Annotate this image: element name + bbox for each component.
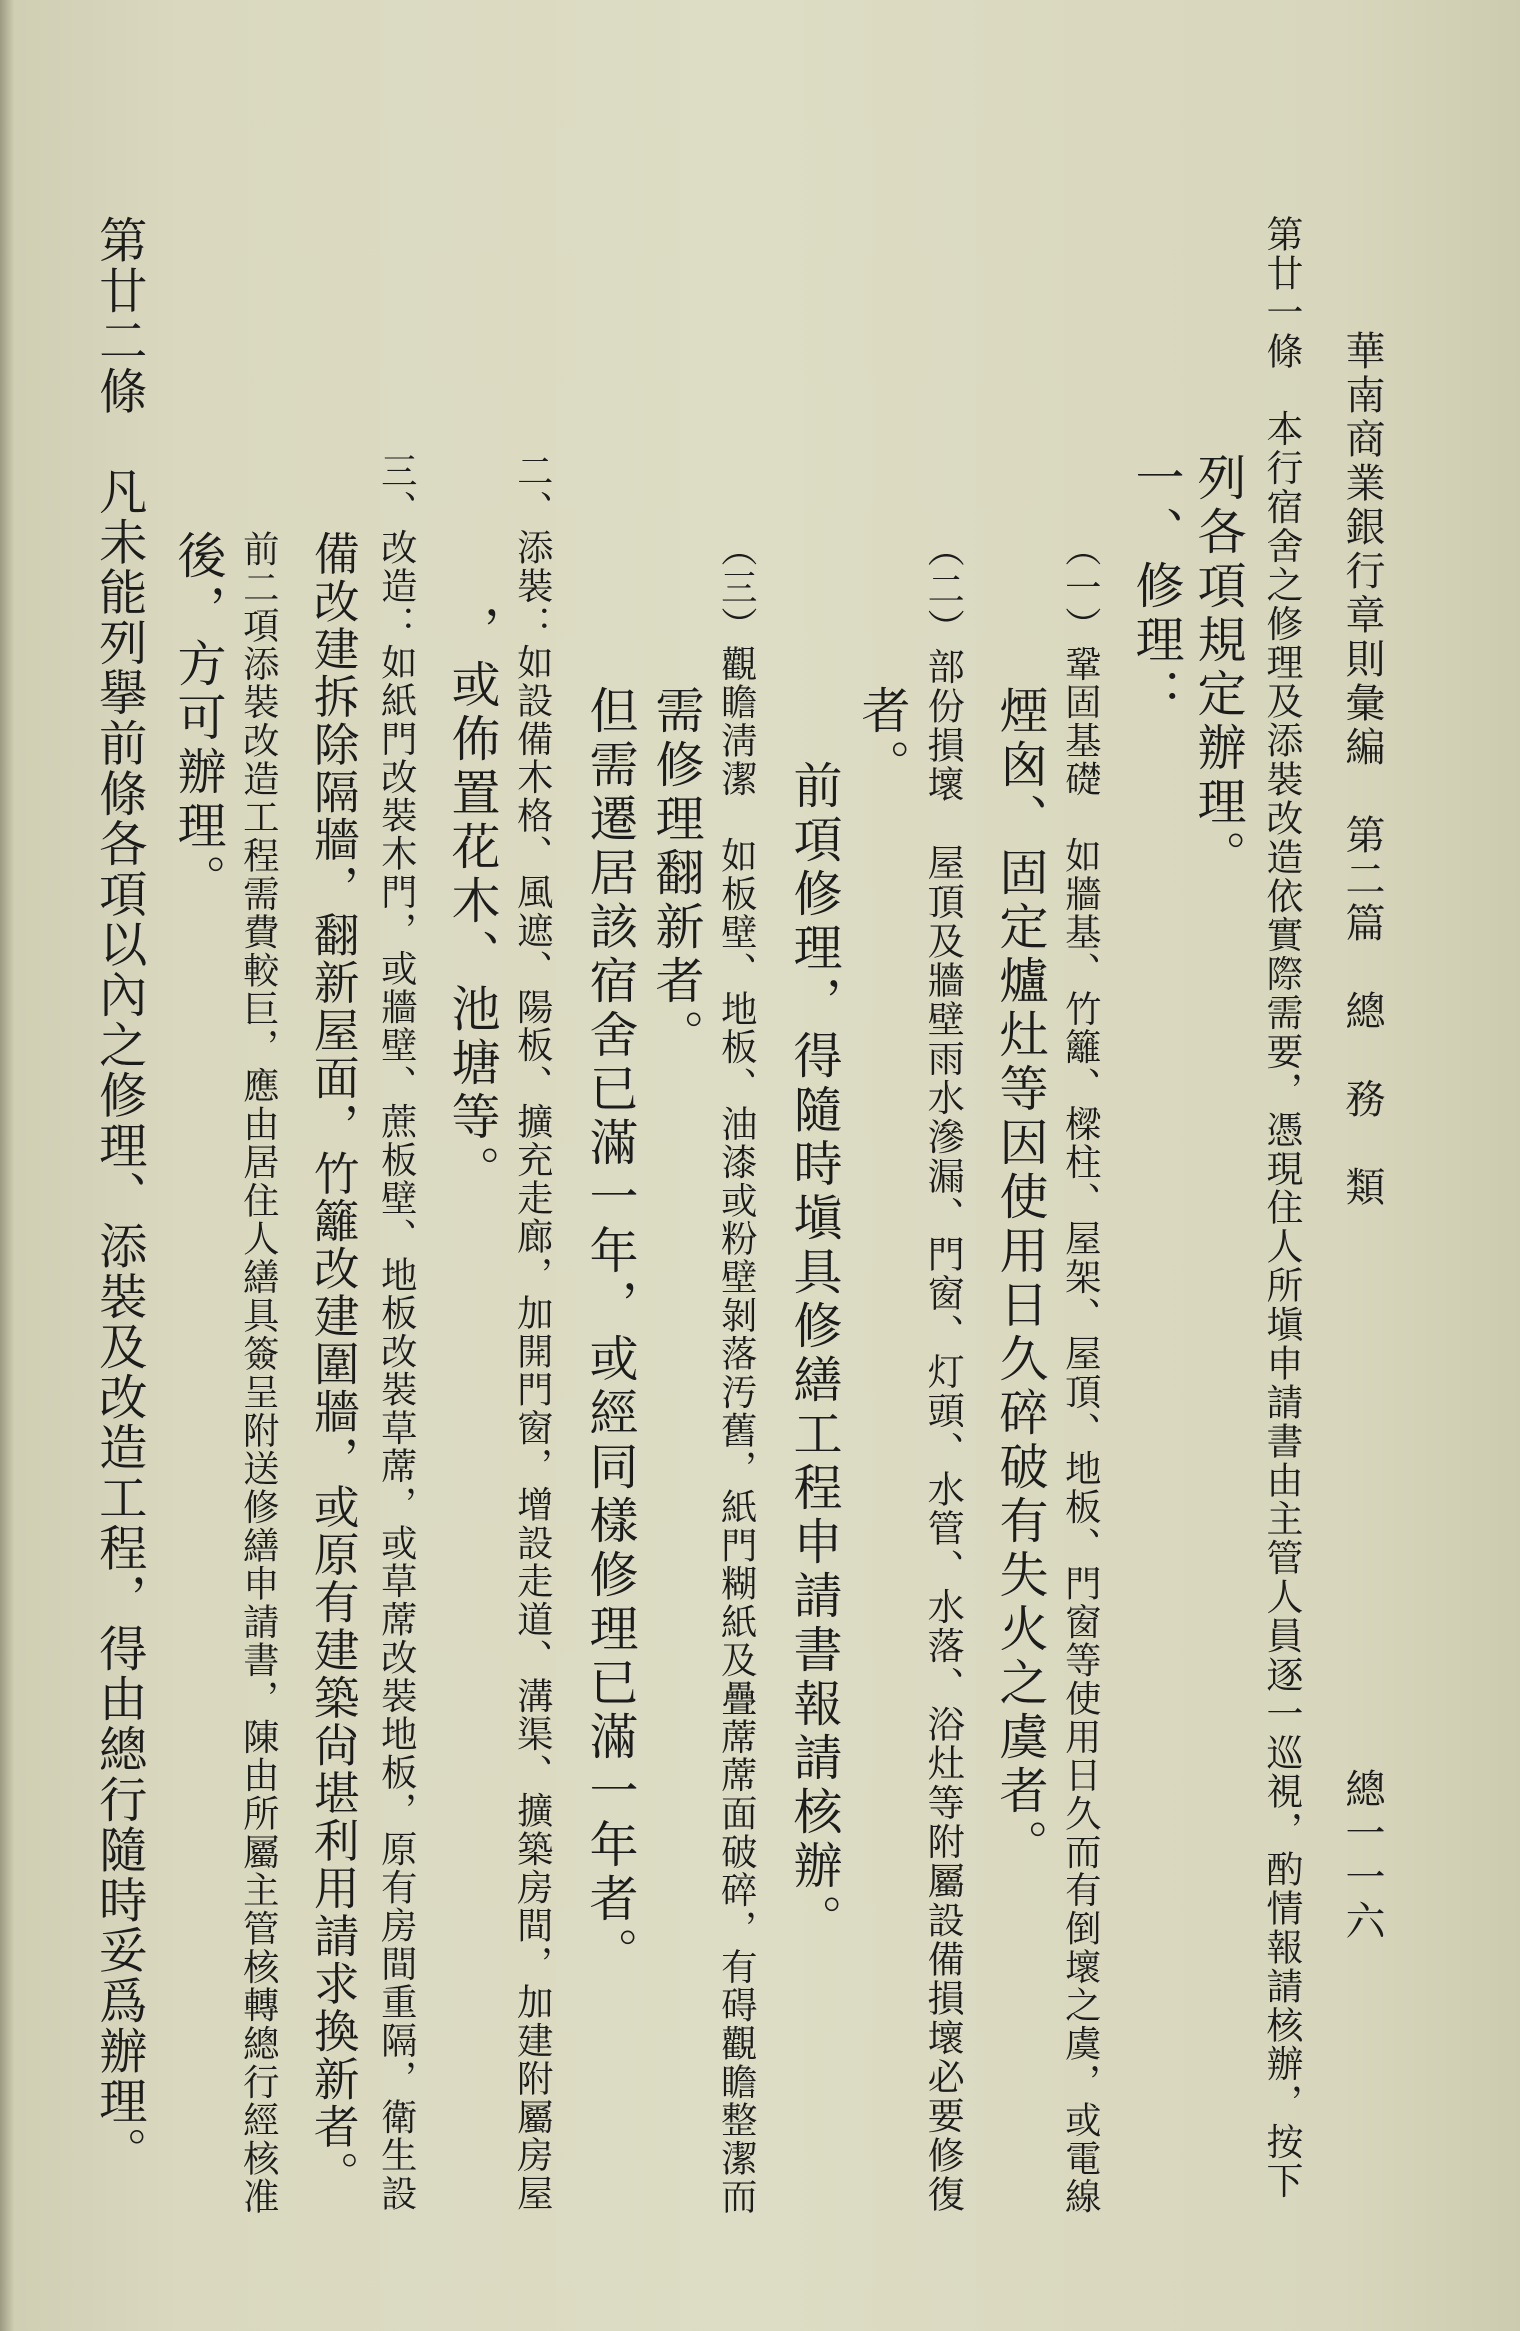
item-3-line-2: 需修理翻新者。 [648, 685, 705, 1063]
approval-note-line-1: 前二項添裝改造工程需費較巨，應由居住人繕具簽呈附送修繕申請書，陳由所屬主管核轉總行經核准 [237, 530, 281, 2217]
article-22: 第廿二條 凡未能列擧前條各項以內之修理、添裝及改造工程，得由總行隨時妥爲辦理。 [90, 215, 147, 2177]
item-2-line-2: 者。 [854, 685, 911, 793]
item-3-condition: 但需遷居該宿舍已滿一年，或經同樣修理已滿一年者。 [582, 685, 639, 1981]
binding-shadow [0, 0, 14, 2331]
item-2-line-1: （二）部份損壞 屋頂及牆壁雨水滲漏、門窗、灯頭、水管、水落、浴灶等附屬設備損壞必要修復 [921, 530, 965, 2214]
section-2-line-2: ，或佈置花木、池塘等。 [444, 605, 501, 1199]
repair-note: 前項修理，得隨時塡具修繕工程申請書報請核辦。 [786, 760, 843, 1948]
running-title: 華南商業銀行章則彙編 第二篇 總 務 類 [1339, 330, 1385, 1210]
section-1-heading: 一、修理： [1128, 452, 1185, 722]
item-1-line-1: （一）鞏固基礎 如牆基、竹籬、樑柱、屋架、屋頂、地板、門窗等使用日久而有倒壞之虞，或電線 [1059, 530, 1103, 2217]
section-3-line-1: 三、改造：如紙門改裝木門，或牆壁、蔗板壁、地板改裝草蓆，或草蓆改裝地板，原有房間重隔，衛生設 [375, 452, 419, 2213]
page-number: 總一一六 [1339, 1768, 1385, 1944]
approval-note-line-2: 後，方可辦理。 [170, 530, 227, 908]
article-21-line-1: 第廿一條 本行宿舍之修理及添裝改造依實際需要，憑現住人所塡申請書由主管人員逐一巡視，酌情報請核辦，按下 [1259, 215, 1303, 2201]
item-3-line-1: （三）觀瞻淸潔 如板壁、地板、油漆或粉壁剝落汚舊，紙門糊紙及疊蓆蓆面破碎，有碍觀瞻整潔而 [715, 530, 759, 2217]
article-21-line-2: 列各項規定辦理。 [1190, 452, 1247, 884]
item-1-line-2: 煙囪、固定爐灶等因使用日久碎破有失火之虞者。 [992, 685, 1049, 1873]
section-3-line-2: 備改建拆除隔牆，翻新屋面，竹籬改建圍牆，或原有建築尙堪利用請求換新者。 [306, 530, 360, 2199]
section-2-line-1: 二、添裝：如設備木格、風遮、陽板、擴充走廊，加開門窗，增設走道、溝渠、擴築房間，加建附屬房屋 [511, 452, 555, 2213]
